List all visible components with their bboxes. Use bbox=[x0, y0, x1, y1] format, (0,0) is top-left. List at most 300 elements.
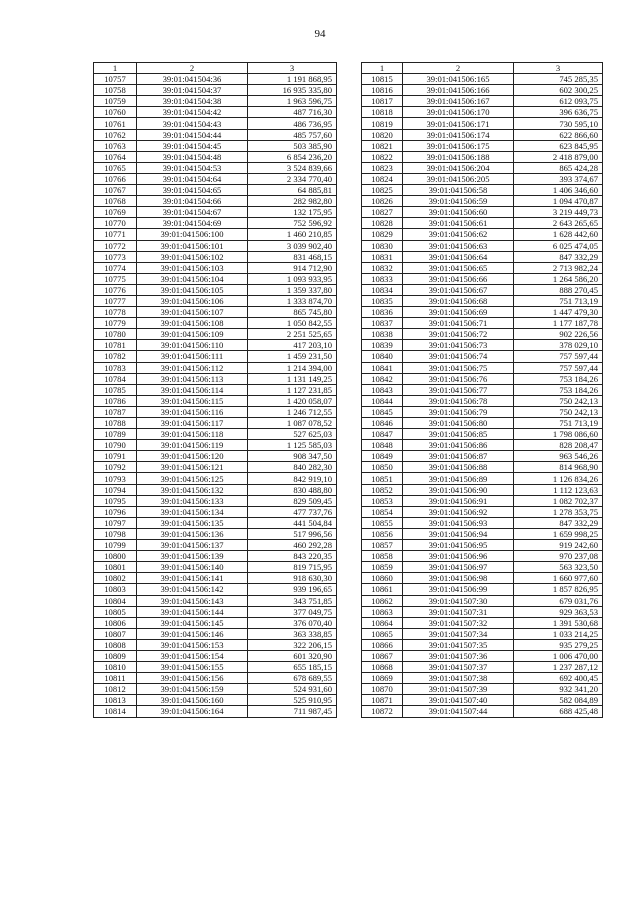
cadastral-number-cell: 39:01:041506:78 bbox=[403, 395, 514, 406]
cadastral-number-cell: 39:01:041506:137 bbox=[137, 540, 248, 551]
value-cell: 753 184,26 bbox=[514, 373, 603, 384]
row-number-cell: 10793 bbox=[94, 473, 137, 484]
cadastral-number-cell: 39:01:041506:145 bbox=[137, 617, 248, 628]
value-cell: 918 630,30 bbox=[248, 573, 337, 584]
cadastral-number-cell: 39:01:041506:174 bbox=[403, 129, 514, 140]
cadastral-number-cell: 39:01:041506:71 bbox=[403, 318, 514, 329]
value-cell: 1 094 470,87 bbox=[514, 196, 603, 207]
row-number-cell: 10819 bbox=[362, 118, 403, 129]
cadastral-number-cell: 39:01:041506:66 bbox=[403, 273, 514, 284]
value-cell: 935 279,25 bbox=[514, 639, 603, 650]
row-number-cell: 10817 bbox=[362, 96, 403, 107]
table-row bbox=[362, 606, 603, 617]
row-number-cell: 10825 bbox=[362, 185, 403, 196]
value-cell: 829 509,45 bbox=[248, 495, 337, 506]
value-cell: 1 006 470,00 bbox=[514, 650, 603, 661]
table-row bbox=[94, 273, 337, 284]
cadastral-number-cell: 39:01:041506:58 bbox=[403, 185, 514, 196]
cadastral-number-cell: 39:01:041506:113 bbox=[137, 373, 248, 384]
row-number-cell: 10828 bbox=[362, 218, 403, 229]
cadastral-number-cell: 39:01:041506:112 bbox=[137, 362, 248, 373]
value-cell: 622 866,60 bbox=[514, 129, 603, 140]
table-row bbox=[362, 362, 603, 373]
cadastral-number-cell: 39:01:041506:105 bbox=[137, 284, 248, 295]
cadastral-number-cell: 39:01:041507:40 bbox=[403, 695, 514, 706]
row-number-cell: 10844 bbox=[362, 395, 403, 406]
value-cell: 831 468,15 bbox=[248, 251, 337, 262]
value-cell: 1 177 187,78 bbox=[514, 318, 603, 329]
table-row bbox=[362, 595, 603, 606]
cadastral-number-cell: 39:01:041506:159 bbox=[137, 684, 248, 695]
table-row bbox=[362, 284, 603, 295]
row-number-cell: 10856 bbox=[362, 528, 403, 539]
cadastral-number-cell: 39:01:041507:31 bbox=[403, 606, 514, 617]
value-cell: 970 237,08 bbox=[514, 551, 603, 562]
table-row bbox=[362, 429, 603, 440]
row-number-cell: 10870 bbox=[362, 684, 403, 695]
table-row bbox=[94, 440, 337, 451]
value-cell: 1 112 123,63 bbox=[514, 484, 603, 495]
row-number-cell: 10842 bbox=[362, 373, 403, 384]
row-number-cell: 10826 bbox=[362, 196, 403, 207]
row-number-cell: 10854 bbox=[362, 506, 403, 517]
row-number-cell: 10769 bbox=[94, 207, 137, 218]
table-row bbox=[362, 706, 603, 717]
cadastral-number-cell: 39:01:041506:170 bbox=[403, 107, 514, 118]
row-number-cell: 10763 bbox=[94, 140, 137, 151]
column-header-number: 1 bbox=[362, 63, 403, 74]
value-cell: 378 029,10 bbox=[514, 340, 603, 351]
table-row bbox=[362, 573, 603, 584]
value-cell: 503 385,90 bbox=[248, 140, 337, 151]
cadastral-number-cell: 39:01:041506:121 bbox=[137, 462, 248, 473]
row-number-cell: 10771 bbox=[94, 229, 137, 240]
row-number-cell: 10800 bbox=[94, 551, 137, 562]
cadastral-number-cell: 39:01:041507:35 bbox=[403, 639, 514, 650]
table-row bbox=[362, 185, 603, 196]
row-number-cell: 10836 bbox=[362, 307, 403, 318]
cadastral-number-cell: 39:01:041506:64 bbox=[403, 251, 514, 262]
table-row bbox=[94, 284, 337, 295]
cadastral-number-cell: 39:01:041506:74 bbox=[403, 351, 514, 362]
cadastral-number-cell: 39:01:041506:132 bbox=[137, 484, 248, 495]
table-row bbox=[94, 650, 337, 661]
row-number-cell: 10840 bbox=[362, 351, 403, 362]
value-cell: 1 127 231,85 bbox=[248, 384, 337, 395]
cadastral-number-cell: 39:01:041506:100 bbox=[137, 229, 248, 240]
row-number-cell: 10782 bbox=[94, 351, 137, 362]
row-number-cell: 10783 bbox=[94, 362, 137, 373]
table-row bbox=[362, 318, 603, 329]
value-cell: 363 338,85 bbox=[248, 628, 337, 639]
value-cell: 1 278 353,75 bbox=[514, 506, 603, 517]
table-row bbox=[362, 673, 603, 684]
table-row bbox=[362, 406, 603, 417]
table-row bbox=[362, 395, 603, 406]
table-row bbox=[94, 562, 337, 573]
cadastral-number-cell: 39:01:041506:63 bbox=[403, 240, 514, 251]
row-number-cell: 10860 bbox=[362, 573, 403, 584]
cadastral-number-cell: 39:01:041506:86 bbox=[403, 440, 514, 451]
row-number-cell: 10864 bbox=[362, 617, 403, 628]
table-row bbox=[94, 639, 337, 650]
value-cell: 1 660 977,60 bbox=[514, 573, 603, 584]
value-cell: 1 406 346,60 bbox=[514, 185, 603, 196]
table-row bbox=[362, 173, 603, 184]
value-cell: 485 757,60 bbox=[248, 129, 337, 140]
value-cell: 963 546,26 bbox=[514, 451, 603, 462]
table-row bbox=[362, 151, 603, 162]
cadastral-number-cell: 39:01:041506:92 bbox=[403, 506, 514, 517]
cadastral-number-cell: 39:01:041504:67 bbox=[137, 207, 248, 218]
value-cell: 902 226,56 bbox=[514, 329, 603, 340]
row-number-cell: 10837 bbox=[362, 318, 403, 329]
cadastral-number-cell: 39:01:041506:61 bbox=[403, 218, 514, 229]
cadastral-number-cell: 39:01:041506:134 bbox=[137, 506, 248, 517]
cadastral-number-cell: 39:01:041506:80 bbox=[403, 418, 514, 429]
table-row bbox=[94, 129, 337, 140]
cadastral-number-cell: 39:01:041506:142 bbox=[137, 584, 248, 595]
cadastral-number-cell: 39:01:041504:45 bbox=[137, 140, 248, 151]
row-number-cell: 10831 bbox=[362, 251, 403, 262]
cadastral-number-cell: 39:01:041506:104 bbox=[137, 273, 248, 284]
value-cell: 908 347,50 bbox=[248, 451, 337, 462]
cadastral-number-cell: 39:01:041506:101 bbox=[137, 240, 248, 251]
row-number-cell: 10789 bbox=[94, 429, 137, 440]
table-row bbox=[362, 295, 603, 306]
column-header-cadastral: 2 bbox=[403, 63, 514, 74]
cadastral-number-cell: 39:01:041507:39 bbox=[403, 684, 514, 695]
cadastral-number-cell: 39:01:041506:144 bbox=[137, 606, 248, 617]
value-cell: 1 093 933,95 bbox=[248, 273, 337, 284]
value-cell: 517 996,56 bbox=[248, 528, 337, 539]
cadastral-number-cell: 39:01:041506:125 bbox=[137, 473, 248, 484]
table-row bbox=[94, 384, 337, 395]
cadastral-number-cell: 39:01:041506:93 bbox=[403, 517, 514, 528]
value-cell: 1 237 287,12 bbox=[514, 662, 603, 673]
table-row bbox=[362, 484, 603, 495]
cadastral-number-cell: 39:01:041507:30 bbox=[403, 595, 514, 606]
row-number-cell: 10808 bbox=[94, 639, 137, 650]
cadastral-number-cell: 39:01:041504:48 bbox=[137, 151, 248, 162]
row-number-cell: 10834 bbox=[362, 284, 403, 295]
cadastral-number-cell: 39:01:041506:103 bbox=[137, 262, 248, 273]
table-row bbox=[94, 484, 337, 495]
row-number-cell: 10841 bbox=[362, 362, 403, 373]
table-row bbox=[94, 85, 337, 96]
value-cell: 711 987,45 bbox=[248, 706, 337, 717]
cadastral-number-cell: 39:01:041506:160 bbox=[137, 695, 248, 706]
cadastral-number-cell: 39:01:041504:66 bbox=[137, 196, 248, 207]
row-number-cell: 10815 bbox=[362, 74, 403, 85]
table-row bbox=[94, 395, 337, 406]
row-number-cell: 10852 bbox=[362, 484, 403, 495]
table-row bbox=[94, 340, 337, 351]
cadastral-number-cell: 39:01:041506:89 bbox=[403, 473, 514, 484]
table-row bbox=[94, 540, 337, 551]
cadastral-number-cell: 39:01:041506:59 bbox=[403, 196, 514, 207]
value-cell: 679 031,76 bbox=[514, 595, 603, 606]
value-cell: 6 025 474,05 bbox=[514, 240, 603, 251]
row-number-cell: 10868 bbox=[362, 662, 403, 673]
value-cell: 751 713,19 bbox=[514, 295, 603, 306]
cadastral-number-cell: 39:01:041506:204 bbox=[403, 162, 514, 173]
row-number-cell: 10851 bbox=[362, 473, 403, 484]
row-number-cell: 10781 bbox=[94, 340, 137, 351]
value-cell: 376 070,40 bbox=[248, 617, 337, 628]
table-row bbox=[362, 273, 603, 284]
value-cell: 932 341,20 bbox=[514, 684, 603, 695]
value-cell: 1 359 337,80 bbox=[248, 284, 337, 295]
column-header-value: 3 bbox=[248, 63, 337, 74]
cadastral-number-cell: 39:01:041506:119 bbox=[137, 440, 248, 451]
table-row bbox=[94, 207, 337, 218]
cadastral-number-cell: 39:01:041506:85 bbox=[403, 429, 514, 440]
row-number-cell: 10758 bbox=[94, 85, 137, 96]
column-header-cadastral: 2 bbox=[137, 63, 248, 74]
value-cell: 3 524 839,66 bbox=[248, 162, 337, 173]
value-cell: 16 935 335,80 bbox=[248, 85, 337, 96]
row-number-cell: 10871 bbox=[362, 695, 403, 706]
table-row bbox=[362, 251, 603, 262]
table-row bbox=[94, 318, 337, 329]
row-number-cell: 10846 bbox=[362, 418, 403, 429]
table-row bbox=[94, 196, 337, 207]
value-cell: 524 931,60 bbox=[248, 684, 337, 695]
cadastral-number-cell: 39:01:041506:98 bbox=[403, 573, 514, 584]
row-number-cell: 10869 bbox=[362, 673, 403, 684]
row-number-cell: 10774 bbox=[94, 262, 137, 273]
cadastral-number-cell: 39:01:041506:68 bbox=[403, 295, 514, 306]
table-row bbox=[362, 162, 603, 173]
value-cell: 282 982,80 bbox=[248, 196, 337, 207]
value-cell: 322 206,15 bbox=[248, 639, 337, 650]
value-cell: 750 242,13 bbox=[514, 406, 603, 417]
table-row bbox=[362, 307, 603, 318]
cadastral-number-cell: 39:01:041506:72 bbox=[403, 329, 514, 340]
cadastral-number-cell: 39:01:041506:140 bbox=[137, 562, 248, 573]
table-row bbox=[94, 451, 337, 462]
table-row bbox=[94, 706, 337, 717]
table-row bbox=[362, 418, 603, 429]
value-cell: 753 184,26 bbox=[514, 384, 603, 395]
row-number-cell: 10820 bbox=[362, 129, 403, 140]
cadastral-number-cell: 39:01:041506:188 bbox=[403, 151, 514, 162]
table-row bbox=[94, 462, 337, 473]
row-number-cell: 10795 bbox=[94, 495, 137, 506]
cadastral-number-cell: 39:01:041504:36 bbox=[137, 74, 248, 85]
cadastral-number-cell: 39:01:041507:38 bbox=[403, 673, 514, 684]
value-cell: 819 715,95 bbox=[248, 562, 337, 573]
value-cell: 563 323,50 bbox=[514, 562, 603, 573]
value-cell: 828 208,47 bbox=[514, 440, 603, 451]
cadastral-number-cell: 39:01:041506:116 bbox=[137, 406, 248, 417]
value-cell: 830 488,80 bbox=[248, 484, 337, 495]
value-cell: 843 220,35 bbox=[248, 551, 337, 562]
cadastral-number-cell: 39:01:041506:60 bbox=[403, 207, 514, 218]
cadastral-number-cell: 39:01:041506:111 bbox=[137, 351, 248, 362]
row-number-cell: 10785 bbox=[94, 384, 137, 395]
cadastral-number-cell: 39:01:041506:87 bbox=[403, 451, 514, 462]
row-number-cell: 10861 bbox=[362, 584, 403, 595]
table-row bbox=[362, 384, 603, 395]
cadastral-number-cell: 39:01:041507:34 bbox=[403, 628, 514, 639]
value-cell: 1 460 210,85 bbox=[248, 229, 337, 240]
value-cell: 1 125 585,03 bbox=[248, 440, 337, 451]
table-row bbox=[362, 528, 603, 539]
row-number-cell: 10827 bbox=[362, 207, 403, 218]
cadastral-number-cell: 39:01:041506:117 bbox=[137, 418, 248, 429]
table-row bbox=[362, 440, 603, 451]
value-cell: 1 264 586,20 bbox=[514, 273, 603, 284]
table-row bbox=[94, 595, 337, 606]
cadastral-number-cell: 39:01:041506:153 bbox=[137, 639, 248, 650]
value-cell: 1 420 058,07 bbox=[248, 395, 337, 406]
table-row bbox=[362, 96, 603, 107]
table-row bbox=[362, 118, 603, 129]
value-cell: 3 219 449,73 bbox=[514, 207, 603, 218]
value-cell: 377 049,75 bbox=[248, 606, 337, 617]
cadastral-number-cell: 39:01:041506:155 bbox=[137, 662, 248, 673]
cadastral-number-cell: 39:01:041504:44 bbox=[137, 129, 248, 140]
cadastral-number-cell: 39:01:041506:171 bbox=[403, 118, 514, 129]
table-row bbox=[94, 329, 337, 340]
value-cell: 750 242,13 bbox=[514, 395, 603, 406]
row-number-cell: 10776 bbox=[94, 284, 137, 295]
cadastral-number-cell: 39:01:041506:114 bbox=[137, 384, 248, 395]
row-number-cell: 10832 bbox=[362, 262, 403, 273]
row-number-cell: 10784 bbox=[94, 373, 137, 384]
table-row bbox=[362, 262, 603, 273]
value-cell: 1 628 442,60 bbox=[514, 229, 603, 240]
cadastral-number-cell: 39:01:041506:73 bbox=[403, 340, 514, 351]
row-number-cell: 10838 bbox=[362, 329, 403, 340]
value-cell: 919 242,60 bbox=[514, 540, 603, 551]
table-row bbox=[362, 506, 603, 517]
row-number-cell: 10858 bbox=[362, 551, 403, 562]
table-header-row bbox=[362, 63, 603, 74]
cadastral-number-cell: 39:01:041506:166 bbox=[403, 85, 514, 96]
row-number-cell: 10773 bbox=[94, 251, 137, 262]
table-row bbox=[94, 418, 337, 429]
table-row bbox=[94, 429, 337, 440]
table-row bbox=[362, 351, 603, 362]
value-cell: 525 910,95 bbox=[248, 695, 337, 706]
row-number-cell: 10777 bbox=[94, 295, 137, 306]
row-number-cell: 10822 bbox=[362, 151, 403, 162]
value-cell: 752 596,92 bbox=[248, 218, 337, 229]
row-number-cell: 10866 bbox=[362, 639, 403, 650]
cadastral-number-cell: 39:01:041506:175 bbox=[403, 140, 514, 151]
cadastral-number-cell: 39:01:041506:102 bbox=[137, 251, 248, 262]
row-number-cell: 10804 bbox=[94, 595, 137, 606]
row-number-cell: 10863 bbox=[362, 606, 403, 617]
row-number-cell: 10805 bbox=[94, 606, 137, 617]
cadastral-number-cell: 39:01:041506:115 bbox=[137, 395, 248, 406]
table-row bbox=[362, 517, 603, 528]
table-row bbox=[94, 406, 337, 417]
row-number-cell: 10767 bbox=[94, 185, 137, 196]
cadastral-number-cell: 39:01:041506:165 bbox=[403, 74, 514, 85]
cadastral-number-cell: 39:01:041506:99 bbox=[403, 584, 514, 595]
row-number-cell: 10779 bbox=[94, 318, 137, 329]
table-row bbox=[94, 351, 337, 362]
table-row bbox=[94, 240, 337, 251]
row-number-cell: 10830 bbox=[362, 240, 403, 251]
value-cell: 757 597,44 bbox=[514, 351, 603, 362]
value-cell: 1 246 712,55 bbox=[248, 406, 337, 417]
table-row bbox=[362, 650, 603, 661]
cadastral-table-left bbox=[93, 62, 337, 718]
table-row bbox=[362, 218, 603, 229]
row-number-cell: 10802 bbox=[94, 573, 137, 584]
table-row bbox=[94, 617, 337, 628]
value-cell: 396 636,75 bbox=[514, 107, 603, 118]
value-cell: 757 597,44 bbox=[514, 362, 603, 373]
row-number-cell: 10799 bbox=[94, 540, 137, 551]
value-cell: 486 736,95 bbox=[248, 118, 337, 129]
value-cell: 1 333 874,70 bbox=[248, 295, 337, 306]
value-cell: 1 082 702,37 bbox=[514, 495, 603, 506]
table-row bbox=[94, 262, 337, 273]
value-cell: 2 334 770,40 bbox=[248, 173, 337, 184]
cadastral-number-cell: 39:01:041506:135 bbox=[137, 517, 248, 528]
table-row bbox=[94, 295, 337, 306]
row-number-cell: 10855 bbox=[362, 517, 403, 528]
value-cell: 1 963 596,75 bbox=[248, 96, 337, 107]
cadastral-number-cell: 39:01:041507:32 bbox=[403, 617, 514, 628]
table-row bbox=[94, 307, 337, 318]
cadastral-number-cell: 39:01:041506:77 bbox=[403, 384, 514, 395]
value-cell: 2 643 265,65 bbox=[514, 218, 603, 229]
value-cell: 1 857 826,95 bbox=[514, 584, 603, 595]
row-number-cell: 10798 bbox=[94, 528, 137, 539]
table-row bbox=[94, 517, 337, 528]
row-number-cell: 10867 bbox=[362, 650, 403, 661]
table-row bbox=[362, 584, 603, 595]
value-cell: 1 050 842,55 bbox=[248, 318, 337, 329]
row-number-cell: 10857 bbox=[362, 540, 403, 551]
table-row bbox=[362, 662, 603, 673]
row-number-cell: 10849 bbox=[362, 451, 403, 462]
value-cell: 1 191 868,95 bbox=[248, 74, 337, 85]
cadastral-number-cell: 39:01:041506:110 bbox=[137, 340, 248, 351]
cadastral-number-cell: 39:01:041506:95 bbox=[403, 540, 514, 551]
cadastral-number-cell: 39:01:041504:64 bbox=[137, 173, 248, 184]
table-row bbox=[94, 185, 337, 196]
row-number-cell: 10801 bbox=[94, 562, 137, 573]
cadastral-number-cell: 39:01:041504:38 bbox=[137, 96, 248, 107]
value-cell: 692 400,45 bbox=[514, 673, 603, 684]
table-row bbox=[94, 606, 337, 617]
row-number-cell: 10829 bbox=[362, 229, 403, 240]
row-number-cell: 10761 bbox=[94, 118, 137, 129]
row-number-cell: 10813 bbox=[94, 695, 137, 706]
value-cell: 1 659 998,25 bbox=[514, 528, 603, 539]
value-cell: 393 374,67 bbox=[514, 173, 603, 184]
cadastral-number-cell: 39:01:041506:94 bbox=[403, 528, 514, 539]
table-row bbox=[94, 173, 337, 184]
table-row bbox=[362, 240, 603, 251]
cadastral-number-cell: 39:01:041506:75 bbox=[403, 362, 514, 373]
row-number-cell: 10816 bbox=[362, 85, 403, 96]
row-number-cell: 10765 bbox=[94, 162, 137, 173]
row-number-cell: 10775 bbox=[94, 273, 137, 284]
value-cell: 865 424,28 bbox=[514, 162, 603, 173]
value-cell: 745 285,35 bbox=[514, 74, 603, 85]
cadastral-number-cell: 39:01:041506:97 bbox=[403, 562, 514, 573]
table-row bbox=[94, 373, 337, 384]
